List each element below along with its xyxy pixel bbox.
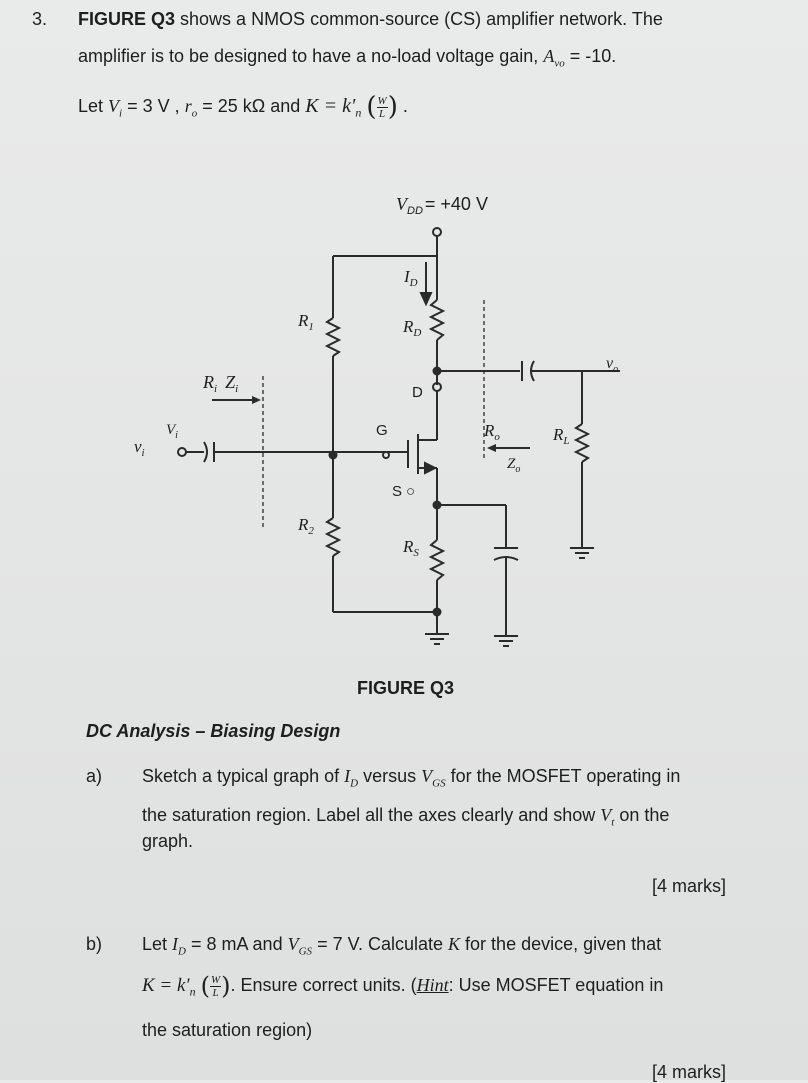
part-b-line-1	[142, 934, 661, 958]
part-a-line-3: graph.	[142, 831, 194, 851]
drain-label: D	[412, 384, 423, 401]
vi-subscript: i	[119, 107, 123, 120]
ro-label: $R_o$	[484, 421, 500, 443]
source-label: S ○	[392, 483, 416, 500]
rl-resistor	[576, 424, 588, 462]
r2-label: $R_2$	[298, 515, 314, 537]
part-a-text-1: Sketch a typical graph of	[142, 766, 340, 786]
part-b-text-2: . Ensure correct units. (	[230, 974, 417, 995]
paren-open-b: (	[200, 972, 210, 1000]
bottom-node	[434, 609, 441, 616]
part-b-let: Let	[142, 934, 168, 954]
r2-resistor	[327, 518, 339, 556]
rs-resistor	[431, 540, 443, 580]
part-b-text-1: for the device, given that	[465, 934, 662, 954]
paren-close-b: )	[221, 972, 231, 1000]
part-b-label: b)	[86, 934, 103, 954]
vgs-symbol: V	[421, 766, 433, 786]
gain-value: = -10.	[569, 46, 617, 66]
k-expression-b: K = k′	[142, 974, 190, 996]
part-a-marks: [4 marks]	[652, 876, 727, 896]
question-line-2	[78, 46, 616, 70]
rd-resistor	[431, 300, 443, 340]
rl-label: $R_L$	[553, 425, 570, 447]
hint-label: Hint	[416, 974, 449, 995]
period: .	[402, 95, 408, 116]
id-subscript-b: D	[178, 945, 186, 958]
figure-reference: FIGURE Q3	[78, 9, 176, 29]
vo-label: $v_o$	[606, 355, 619, 375]
fraction-denominator: L	[379, 107, 386, 120]
question-number: 3.	[32, 9, 48, 29]
vt-symbol: V	[600, 805, 612, 825]
gain-symbol: A	[543, 46, 555, 66]
vdd-label: $V_{DD} = +40$ V	[396, 194, 488, 217]
fraction-numerator: W	[377, 94, 387, 107]
wl-fraction-b	[210, 974, 221, 999]
rd-label: $R_D$	[403, 317, 422, 339]
r1-label: $R_1$	[298, 311, 314, 333]
ro-subscript: o	[191, 107, 198, 120]
k-symbol: K	[448, 934, 461, 954]
vgs-subscript: GS	[432, 777, 446, 790]
id-symbol-b: I	[172, 934, 179, 954]
input-terminal	[178, 448, 186, 456]
paren-open: (	[366, 92, 377, 122]
let-label: Let	[78, 95, 104, 116]
id-arrow-head	[421, 293, 431, 304]
part-b-line-3: the saturation region)	[142, 1020, 313, 1040]
zi-arrow-head	[252, 396, 261, 404]
ro-symbol: r	[184, 95, 192, 116]
part-a-text-2: for the MOSFET operating in	[450, 766, 681, 786]
part-a-text-3: the saturation region. Label all the axes clearly and show	[142, 805, 596, 825]
versus-text: versus	[363, 766, 417, 786]
id-label: $I_D$	[404, 267, 418, 289]
gate-label: G	[376, 422, 388, 439]
rs-label: $R_S$	[403, 537, 419, 559]
figure-caption: FIGURE Q3	[357, 678, 455, 698]
vgs-value: = 7 V. Calculate	[317, 934, 443, 954]
ro-value: = 25 kΩ and	[202, 95, 301, 116]
section-heading: DC Analysis – Biasing Design	[86, 721, 341, 741]
r1-resistor	[327, 318, 339, 356]
gate-terminal	[383, 452, 389, 458]
gain-subscript: vo	[554, 57, 565, 70]
ri-zi-label: $R_i$ $Z_i$	[203, 372, 239, 395]
vgs-symbol-b: V	[287, 934, 299, 954]
k-subscript-b: n	[189, 984, 196, 999]
part-a-label: a)	[86, 766, 103, 786]
question-line-3	[78, 92, 408, 122]
part-b-marks: [4 marks]	[652, 1062, 727, 1082]
mosfet-arrow	[425, 463, 435, 473]
vi-source-label: $v_i$	[134, 437, 145, 459]
input-cap-plate-1	[204, 442, 207, 462]
part-b-text-3: : Use MOSFET equation in	[448, 974, 664, 995]
circuit-diagram	[0, 180, 808, 700]
question-line-1	[78, 9, 663, 30]
question-line-2-text: amplifier is to be designed to have a no-load voltage gain,	[78, 46, 539, 66]
k-subscript: n	[355, 105, 362, 120]
zo-arrow-head	[487, 444, 496, 452]
part-a-line-1	[142, 766, 680, 790]
zo-label: $Z_o$	[507, 456, 521, 475]
vi-node-label: $V_i$	[166, 422, 178, 441]
id-subscript: D	[350, 777, 359, 790]
part-b-line-2	[142, 972, 663, 1000]
k-expression: K = k′	[305, 94, 356, 117]
paren-close: )	[387, 92, 398, 122]
question-line-1-text: shows a NMOS common-source (CS) amplifier network. The	[180, 9, 663, 29]
vdd-terminal	[433, 228, 441, 236]
vgs-subscript-b: GS	[298, 945, 313, 958]
vi-value: = 3 V ,	[127, 95, 180, 116]
id-value: = 8 mA and	[191, 934, 283, 954]
vt-subscript: t	[611, 816, 615, 829]
wl-fraction	[377, 95, 388, 120]
fraction-numerator-b: W	[210, 973, 221, 986]
id-symbol: I	[344, 766, 351, 786]
fraction-denominator-b: L	[212, 986, 219, 999]
vi-symbol: V	[108, 95, 120, 116]
part-a-text-4: on the	[619, 805, 670, 825]
part-a-line-2	[142, 805, 669, 829]
